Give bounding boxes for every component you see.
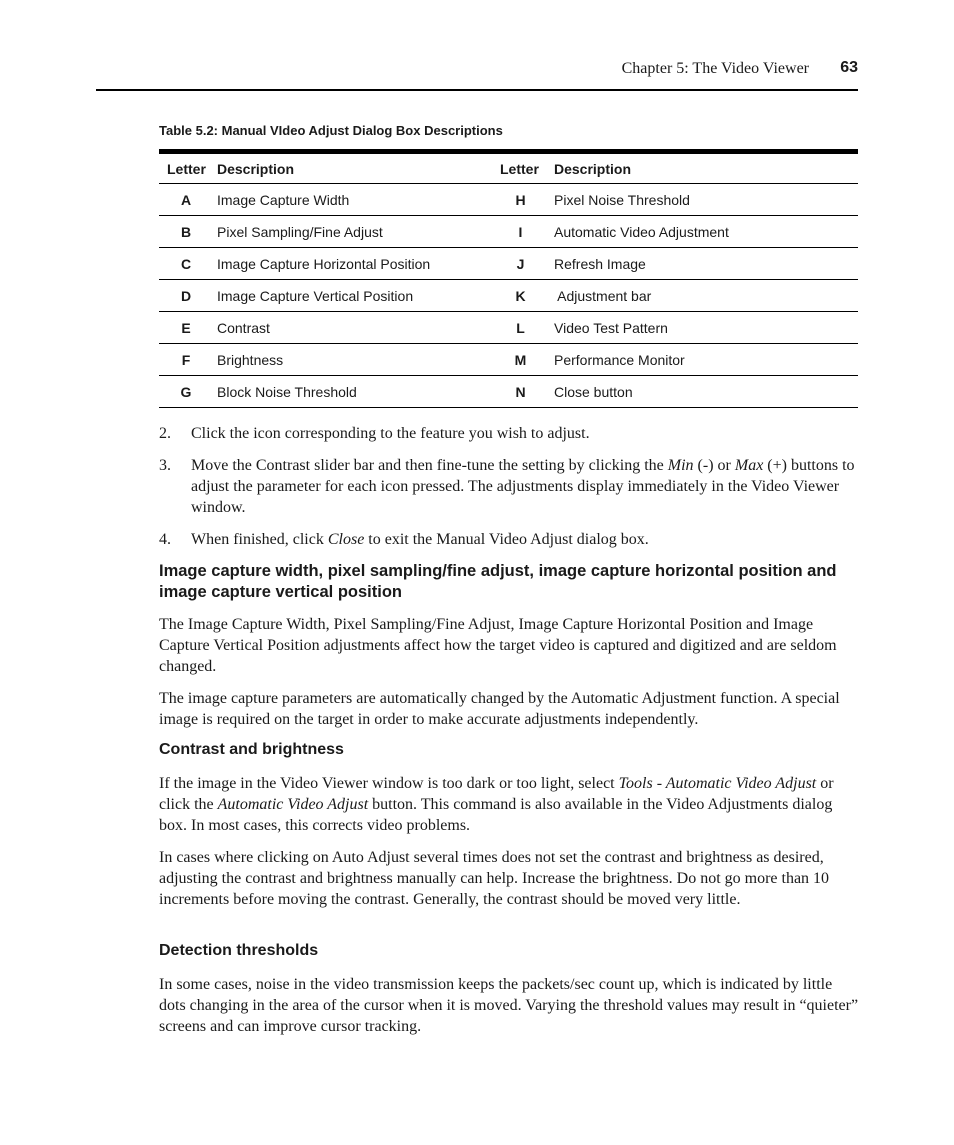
step-text: Click the icon corresponding to the feature you wish to adjust.	[191, 425, 590, 442]
descriptions-table	[159, 149, 858, 408]
step-item	[159, 423, 859, 444]
letter-cell: E	[181, 319, 191, 336]
description-cell: Brightness	[217, 351, 284, 368]
letter-cell: A	[180, 191, 192, 208]
table-row	[159, 248, 858, 280]
step-text: When finished, click	[191, 531, 328, 548]
table-row	[159, 376, 858, 408]
paragraph-emphasis: Automatic Video Adjust	[217, 796, 369, 813]
table-header-row	[159, 154, 858, 184]
column-header: Letter	[167, 160, 206, 177]
description-cell: Performance Monitor	[554, 351, 685, 368]
paragraph-text: If the image in the Video Viewer window is too dark or too light, select	[159, 775, 619, 792]
page-number: 63	[840, 59, 858, 76]
step-text: (+) buttons to adjust the parameter for each icon pressed. The adjustments display immediately in the Video Viewer window.	[191, 457, 855, 516]
table-title: Table 5.2: Manual VIdeo Adjust Dialog Box Descriptions	[159, 123, 503, 138]
table-row	[159, 280, 858, 312]
paragraph-text: button. This command is also available in the Video Adjustments dialog box. In most cases, this corrects video problems.	[159, 796, 833, 834]
paragraph: In cases where clicking on Auto Adjust several times does not set the contrast and brightness as desired, adjusting the contrast and brightness manually can help. Increase the brightness. Do not go more than 10 increments before moving the contrast. Generally, the contrast should be moved very little.	[159, 849, 830, 908]
step-number: 4.	[159, 531, 171, 548]
table-row	[159, 184, 858, 216]
step-emphasis: Close	[327, 531, 365, 548]
letter-cell: G	[180, 383, 192, 400]
table-row	[159, 344, 858, 376]
description-cell: Refresh Image	[554, 255, 646, 272]
step-item	[159, 529, 859, 550]
description-cell: Image Capture Vertical Position	[217, 287, 414, 304]
description-cell: Image Capture Width	[217, 191, 350, 208]
step-text: (-) or	[693, 457, 735, 474]
section-heading-detection: Detection thresholds	[159, 942, 319, 959]
page-header	[96, 57, 858, 91]
column-header: Letter	[500, 160, 539, 177]
step-number: 2.	[159, 425, 171, 442]
step-text: Move the Contrast slider bar and then fine-tune the setting by clicking the	[191, 457, 668, 474]
letter-cell: N	[515, 383, 526, 400]
paragraph-text: or click the	[159, 775, 834, 813]
letter-cell: C	[180, 255, 192, 272]
step-item	[159, 455, 859, 518]
step-number: 3.	[159, 457, 171, 474]
steps-list	[159, 423, 859, 561]
letter-cell: H	[515, 191, 526, 208]
letter-cell: M	[514, 351, 527, 368]
step-text: to exit the Manual Video Adjust dialog box.	[364, 531, 649, 548]
description-cell: Pixel Noise Threshold	[554, 191, 690, 208]
section-heading-contrast: Contrast and brightness	[159, 741, 344, 758]
paragraph: In some cases, noise in the video transmission keeps the packets/sec count up, which is indicated by little dots changing in the area of the cursor when it is moved. Varying the threshold values may result in “quieter” screens and can improve cursor tracking.	[159, 976, 859, 1035]
letter-cell: K	[515, 287, 526, 304]
table-row	[159, 312, 858, 344]
letter-cell: L	[516, 319, 525, 336]
column-header: Description	[554, 160, 632, 177]
paragraph-emphasis: Tools - Automatic Video Adjust	[618, 775, 817, 792]
description-cell: Video Test Pattern	[554, 319, 668, 336]
letter-cell: F	[181, 351, 191, 368]
description-cell: Automatic Video Adjustment	[554, 223, 729, 240]
chapter-title: Chapter 5: The Video Viewer	[621, 60, 809, 77]
description-cell: Image Capture Horizontal Position	[217, 255, 431, 272]
step-emphasis: Max	[734, 457, 764, 474]
letter-cell: J	[516, 255, 525, 272]
description-cell: Close button	[554, 383, 633, 400]
letter-cell: B	[180, 223, 192, 240]
letter-cell: I	[518, 223, 523, 240]
letter-cell: D	[180, 287, 192, 304]
section-heading-image-capture: Image capture width, pixel sampling/fine adjust, image capture horizontal position and image capture vertical position	[159, 562, 837, 601]
description-cell: Contrast	[217, 319, 270, 336]
paragraph: The image capture parameters are automatically changed by the Automatic Adjustment function. A special image is required on the target in order to make accurate adjustments independently.	[159, 690, 840, 728]
step-emphasis: Min	[667, 457, 694, 474]
paragraph: The Image Capture Width, Pixel Sampling/Fine Adjust, Image Capture Horizontal Position and Image Capture Vertical Position adjustments affect how the target video is captured and digitized and are seldom changed.	[159, 616, 837, 675]
description-cell: Adjustment bar	[554, 287, 652, 304]
description-cell: Block Noise Threshold	[217, 383, 357, 400]
table-row	[159, 216, 858, 248]
paragraph	[159, 773, 859, 836]
description-cell: Pixel Sampling/Fine Adjust	[217, 223, 383, 240]
column-header: Description	[217, 160, 295, 177]
